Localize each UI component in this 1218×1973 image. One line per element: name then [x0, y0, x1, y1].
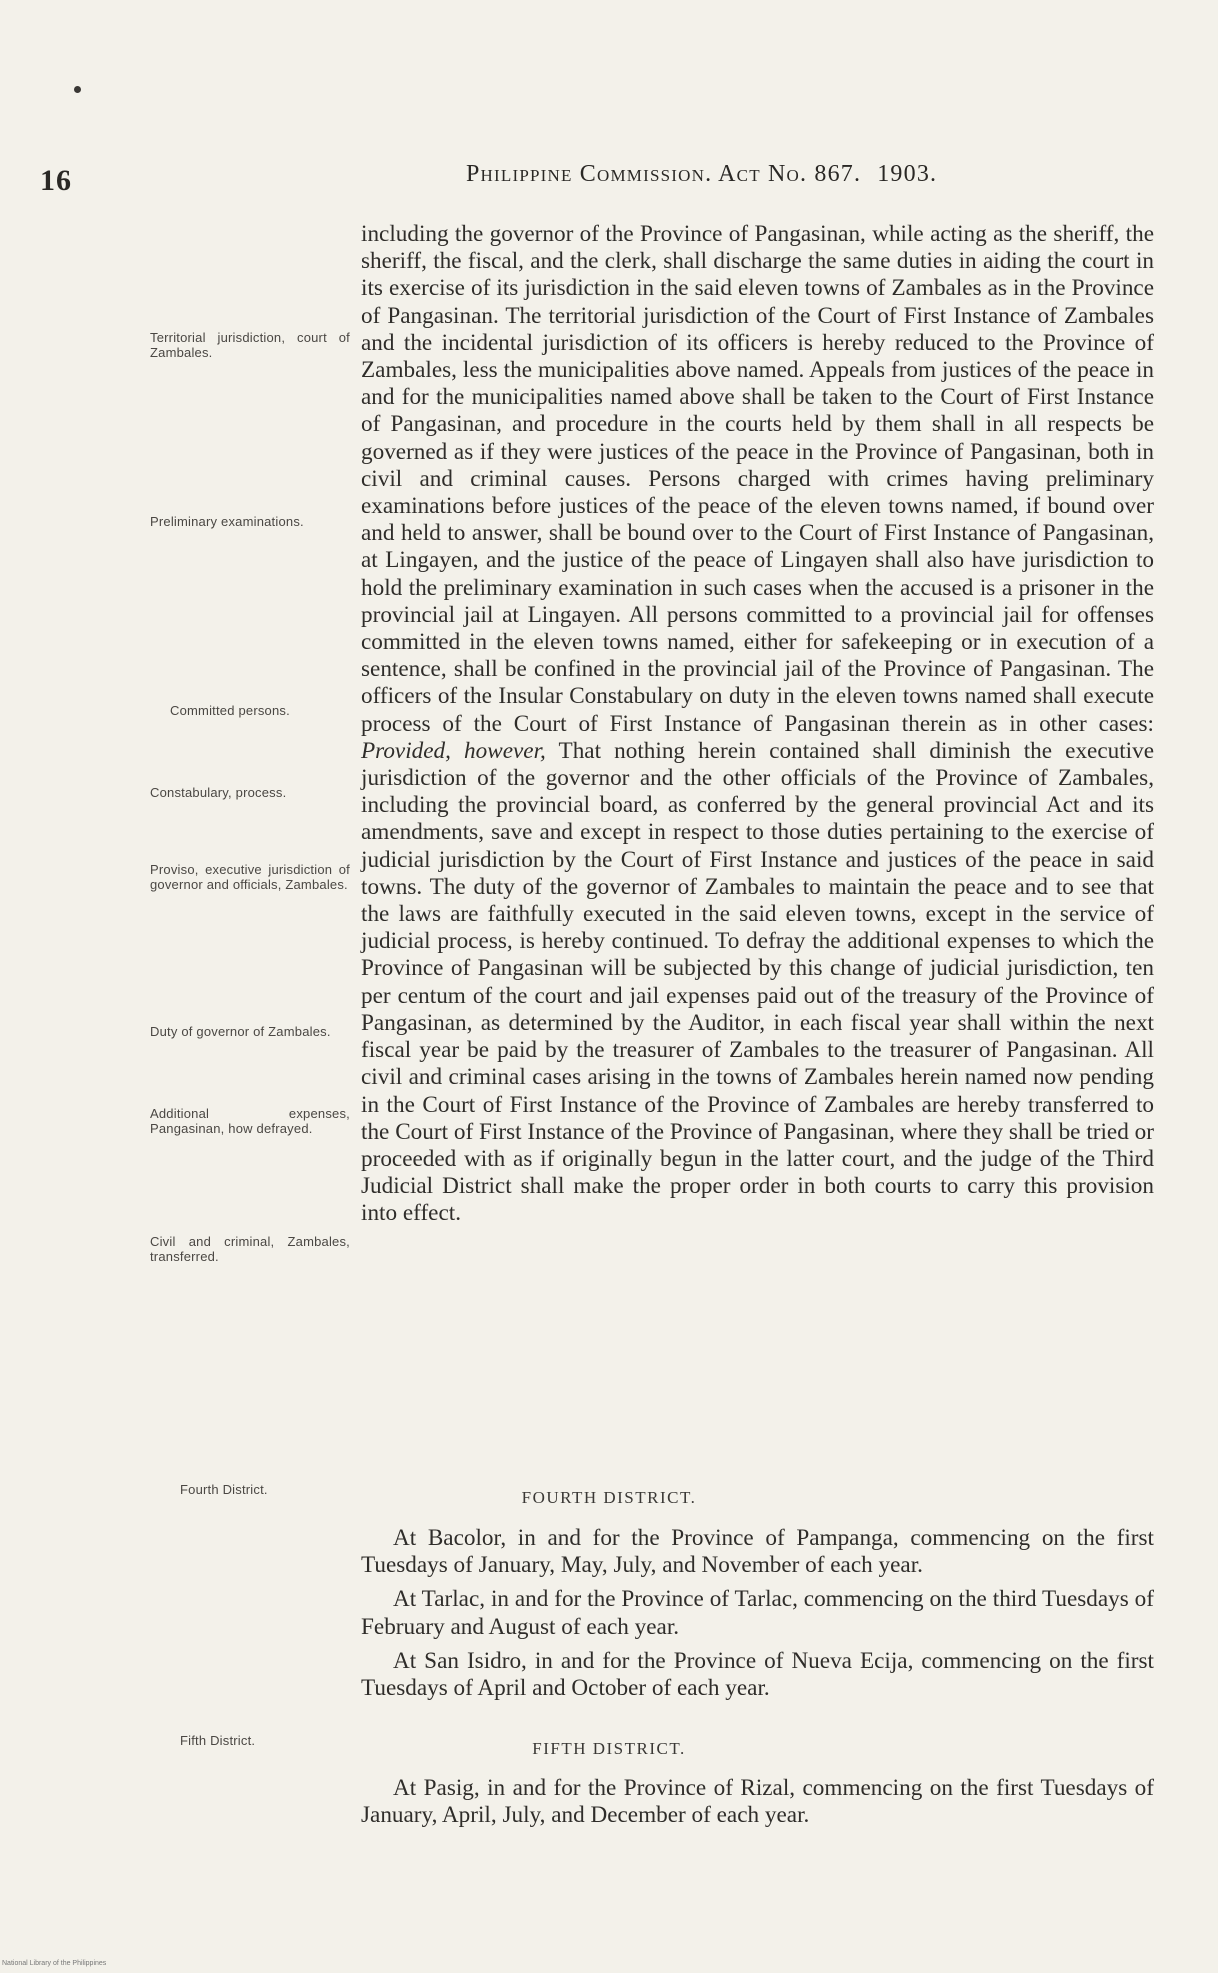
running-head — [466, 161, 937, 188]
side-note-civil-and-criminal: Civil and criminal, Zambales, transferred. — [150, 1234, 350, 1264]
side-note-duty-of-governor: Duty of governor of Zambales. — [150, 1024, 331, 1039]
side-note-preliminary-examinations: Preliminary examinations. — [150, 514, 304, 529]
body-text-before-proviso: including the governor of the Province of Pangasinan, while acting as the sheriff, the sheriff, the fiscal, and the clerk, shall discharge the same duties in aiding the court in its exercise of its jurisdiction in the said eleven towns of Zambales as in the Province of Pangasinan. The territorial jurisdiction of the Court of First Instance of Zambales and the incidental jurisdiction of its officers is hereby reduced to the Province of Zambales, less the municipalities above named. Appeals from justices of the peace in and for the municipalities named above shall be taken to the Court of First Instance of Pangasinan, and procedure in the courts held by them shall in all respects be governed as if they were justices of the peace in the Province of Pangasinan, both in civil and criminal causes. Persons charged with crimes having preliminary examinations before justices of the peace of the eleven towns named, if bound over and held to answer, shall be bound over to the Court of First Instance of Pangasinan, at Lingayen, and the justice of the peace of Lingayen shall also have jurisdiction to hold the preliminary examination in such cases when the accused is a prisoner in the provincial jail at Lingayen. All persons committed to a provincial jail for offenses committed in the eleven towns named, either for safekeeping or in execution of a sentence, shall be confined in the provincial jail of the Province of Pangasinan. The officers of the Insular Constabulary on duty in the eleven towns named shall execute process of the Court of First Instance of Pangasinan therein as in other cases: — [361, 221, 1154, 737]
page-number: 16 — [40, 164, 72, 197]
side-note-fifth-district: Fifth District. — [180, 1733, 256, 1748]
side-note-committed-persons: Committed persons. — [170, 703, 290, 718]
side-note-territorial-jurisdiction: Territorial jurisdiction, court of Zambales. — [150, 330, 350, 360]
running-head-title: Philippine Commission. Act No. 867. — [466, 161, 862, 187]
act-body-paragraph — [361, 221, 1154, 1228]
fifth-district-paragraphs — [361, 1775, 1154, 1836]
side-note-additional-expenses: Additional expenses, Pangasinan, how defrayed. — [150, 1106, 350, 1136]
fourth-district-paragraphs — [361, 1525, 1154, 1709]
running-head-year: 1903. — [877, 161, 938, 187]
side-note-constabulary-process: Constabulary, process. — [150, 785, 287, 800]
ink-dot — [74, 86, 81, 93]
fifth-district-heading: FIFTH DISTRICT. — [532, 1739, 686, 1758]
fourth-district-san-isidro: At San Isidro, in and for the Province of Nueva Ecija, commencing on the first Tuesdays of April and October of each year. — [361, 1647, 1154, 1702]
fourth-district-bacolor: At Bacolor, in and for the Province of Pampanga, commencing on the first Tuesdays of January, May, July, and November of each year. — [361, 1525, 1154, 1579]
body-text-after-proviso: That nothing herein contained shall diminish the executive jurisdiction of the governor and the other officials of the Province of Zambales, including the provincial board, as conferred by the general provincial Act and its amendments, save and except in respect to those duties pertaining to the exercise of judicial jurisdiction by the Court of First Instance and justices of the peace in said towns. The duty of the governor of Zambales to maintain the peace and to see that the laws are faithfully executed in the said eleven towns, except in the service of judicial process, is hereby continued. To defray the additional expenses to which the Province of Pangasinan will be subjected by this change of judicial jurisdiction, ten per centum of the court and jail expenses paid out of the treasury of the Province of Pangasinan, as determined by the Auditor, in each fiscal year shall within the next fiscal year be paid by the treasurer of Zambales to the treasurer of Pangasinan. All civil and criminal cases arising in the towns of Zambales herein named now pending in the Court of First Instance of the Province of Zambales are hereby transferred to the Court of First Instance of the Province of Pangasinan, where they shall be tried or proceeded with as if originally begun in the latter court, and the judge of the Third Judicial District shall make the proper order in both courts to carry this provision into effect. — [361, 737, 1154, 1227]
scan-credit: National Library of the Philippines — [2, 1960, 107, 1967]
side-note-fourth-district: Fourth District. — [180, 1482, 268, 1497]
main-paragraph — [361, 221, 1154, 1228]
proviso-italic: Provided, however, — [361, 737, 546, 764]
fifth-district-pasig: At Pasig, in and for the Province of Rizal, commencing on the first Tuesdays of January, April, July, and December of each year. — [361, 1775, 1154, 1829]
fourth-district-tarlac: At Tarlac, in and for the Province of Tarlac, commencing on the third Tuesdays of February and August of each year. — [361, 1586, 1154, 1640]
side-note-proviso-executive-jurisdiction: Proviso, executive jurisdiction of governor and officials, Zambales. — [150, 862, 350, 892]
fourth-district-heading: FOURTH DISTRICT. — [521, 1488, 697, 1507]
